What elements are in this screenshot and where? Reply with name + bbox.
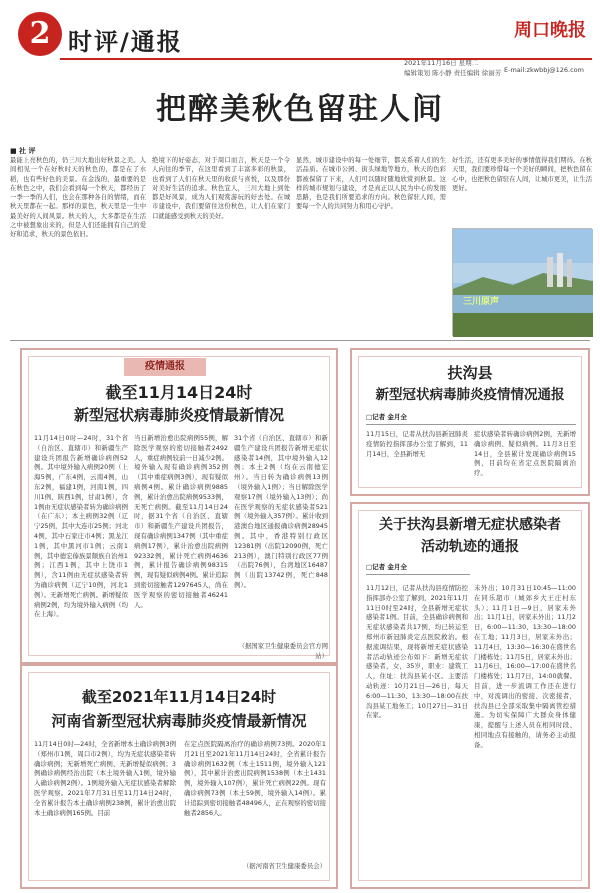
email-line: E-mail:zkwbbj@126.com <box>504 66 584 74</box>
editorial-column-3: 显然，城市建设中的每一处细节，都关系着人们的生活品质。在城市公园、街头绿地等地方，秋天的色彩都被保留了下来，人们可以随时随地欣赏到秋景。这样的城市规划与建设，才是真正以人民为中心的发展思路，也是我们所要追求的方向。秋色留驻人间，需要每一个人的共同努力和用心守护。 <box>296 157 446 211</box>
box1-title-1: 截至11月14日24时 <box>105 383 253 402</box>
fugou-trajectory-box <box>350 502 590 889</box>
box2-column-1: 11月14日0时—24时，全省新增本土确诊病例3例（郑州市1例，周口市2例），均为无症状感染者转确诊病例；无新增死亡病例、无新增疑似病例；3例确诊病例经治出院（本土境外输入1例，境外输入确诊病例2例）。1例境外输入无症状感染者解除医学观察。2021年7月31日至11月14日24时，全省累计报告本土确诊病例238例，累计治愈出院本土确诊病例165例。目前 <box>34 740 176 817</box>
date-line: 2021年11月16日 星期二 <box>404 59 479 67</box>
box2-source: （据河南省卫生健康委员会） <box>242 862 326 870</box>
box1-title-2: 新型冠状病毒肺炎疫情最新情况 <box>73 406 284 424</box>
page-number-badge: 2 <box>18 12 62 56</box>
box4-column-1: 11月12日，记者从扶沟县疫情防控指挥部办公室了解到，2021年11月11日0时至24时，全县新增无症状感染者1例。目前，全县确诊病例和无症状感染者共17例，均已转运至郑州市新冠肺炎定点医院救治。根据流调结果，现将新增无症状感染者活动轨迹公布如下：新增无症状感染者，女，35岁，职业：建筑工人，住址：扶沟县某小区。主要活动轨迹：10月21日—26日，每天6:00—11:30、13:30—18:00在扶沟县某工地务工；10月27日—31日在家。 <box>366 584 468 720</box>
fugou-report-box <box>350 348 590 496</box>
box3-reporter: □记者 金月全 <box>366 413 407 421</box>
photo-caption: 三川原声 <box>463 297 500 307</box>
box3-title-2: 新型冠状病毒肺炎疫情情况通报 <box>375 387 565 403</box>
box3-rule <box>366 424 576 425</box>
editorial-column-2: 绝境下的好姿态，对于周口而言，秋天是一个令人向往的季节，在这里看到了丰富多彩的秋景，也看到了人们在秋天里的收获与喜悦，以及那份对美好生活的追求。秋色宜人，三川大地上到处都是好风景，成为人们观赏游玩的好去处。在城市建设中，我们要留住这份秋色，让人们在家门口就能感受到秋天的美好。 <box>152 157 290 220</box>
headline: 把醉美秋色留驻人间 <box>156 92 444 127</box>
newspaper-logo: 周口晚报 <box>514 20 586 41</box>
box2-title-1: 截至2021年11月14日24时 <box>81 688 277 706</box>
header-info <box>404 58 501 78</box>
landscape-photo <box>452 228 592 336</box>
section-divider <box>10 340 590 341</box>
epidemic-report-box <box>20 348 338 664</box>
editorial-column-1: 最能上亮秋色的，仍三川大地出好秋景之美。人间相见一个在好秋时天的秋色的，都是在了水稻，也有些好色的美景。在金浅的，最重要的是在秋色之中，我们会看到每一个秋天，都经历了一季一季的人们，也会在那种各自的情绪，而在秋天里都在一起。那样的景色，秋天里是一生中最美好的人间风景。秋天的人，大多都是在生活之中被想象出来的，但是人们还能拥有自己的爱好和追求，秋天的景色依旧。 <box>10 157 146 239</box>
box3-title-1: 扶沟县 <box>447 364 493 382</box>
page-header <box>8 8 592 77</box>
box2-title-2: 河南省新型冠状病毒肺炎疫情最新情况 <box>51 712 307 730</box>
section-title: 时评/通报 <box>68 28 183 56</box>
henan-report-box <box>20 664 338 889</box>
box1-column-3: 31个省（自治区、直辖市）和新疆生产建设兵团报告新增无症状感染者14例，其中境外输入12例；本土2例（均在云南德宏州）。当日转为确诊病例13例（境外输入1例）；当日解除医学观察17例（境外输入13例）；尚在医学观察的无症状感染者521例（境外输入357例）。累计收到港澳台地区通报确诊病例28945例。其中，香港特别行政区12381例（出院12090例，死亡213例），澳门特别行政区77例（出院76例），台湾地区16487例（出院13742例，死亡848例）。 <box>234 434 328 589</box>
box1-column-2: 当日新增治愈出院病例55例，解除医学观察的密切接触者2492人，重症病例较前一日减少2例。境外输入现有确诊病例352例（其中重症病例3例），现有疑似病例4例。累计确诊病例9885例，累计治愈出院病例9533例，无死亡病例。截至11月14日24时，据31个省（自治区、直辖市）和新疆生产建设兵团报告，现有确诊病例1347例（其中重症病例17例），累计治愈出院病例92332例，累计死亡病例4636例，累计报告确诊病例98315例，现有疑似病例4例。累计追踪到密切接触者1297645人，尚在医学观察的密切接触者46241人。 <box>134 434 228 609</box>
photo-image <box>453 229 593 337</box>
box4-rule <box>366 574 470 575</box>
box3-column-2: 症状感染者转确诊病例2例，无新增确诊病例、疑似病例。11月3日至14日，全县累计发现确诊病例15例，目前均在省定点医院隔离治疗。 <box>474 430 576 478</box>
box4-reporter: □记者 金月全 <box>366 563 407 571</box>
box3-column-1: 11月15日，记者从扶沟县新冠肺炎疫情防控指挥部办公室了解到，11月14日，全县新增无 <box>366 430 468 458</box>
box4-title-1: 关于扶沟县新增无症状感染者 <box>379 517 561 533</box>
box1-column-1: 11月14日0时—24时，31个省（自治区、直辖市）和新疆生产建设兵团报告新增确诊病例52例。其中境外输入病例20例（上海5例，广东4例，云南4例，山东2例，福建1例，河南1例，四川1例，陕西1例，甘肃1例），含1例由无症状感染者转为确诊病例（在广东）；本土病例32例（辽宁25例，其中大连市25例；河北4例，其中石家庄市4例；黑龙江1例，其中黑河市1例；云南1例，其中德宏傣族景颇族自治州1例；江西1例，其中上饶市1例），含11例由无症状感染者转为确诊病例（辽宁10例，河北1例）。无新增死亡病例。新增疑似病例2例，均为境外输入病例（均在上海）。 <box>34 434 128 619</box>
box4-column-2: 未外出；10月31日10:45—11:00在同乐超市（城郊乡大王庄村东头）；11月1日—9日，居家未外出；11月1日，居家未外出；11月2日，6:00—11:30、13:30—18:00在工地；11月3日，居家未外出；11月4日，13:30—16:30在盛世名门楼栋处；11月5日，居家未外出；11月6日，16:00—17:00在盛世名门楼栋处；11月7日，14:00就餐。目前，进一步流调工作还在进行中，对流调出的密接、次密接者，扶沟县已全部采取集中隔离管控措施。为切实保障广大群众身体健康，提醒与上述人员在相同时段、相同地点有接触的，请务必主动报备。 <box>474 584 576 749</box>
box1-source: （据国家卫生健康委员会官方网站） <box>238 642 328 660</box>
staff-line: 编辑策划 陈小静 责任编辑 徐丽芳 <box>404 69 502 77</box>
box2-column-2: 在定点医院隔离治疗的确诊病例73例。2020年1月21日至2021年11月14日24时，全省累计报告确诊病例1632例（本土1511例，境外输入121例），其中累计治愈出院病例1538例（本土1431例，境外输入107例），累计死亡病例22例。现有确诊病例73例（本土59例，境外输入14例）。累计追踪到密切接触者48496人，正在观察的密切接触者2856人。 <box>184 740 326 817</box>
editorial-tag: ■ 社 评 <box>10 147 36 155</box>
box4-title-2: 活动轨迹的通报 <box>421 539 519 555</box>
header-rule <box>60 58 592 60</box>
epidemic-tag: 疫情通报 <box>124 358 206 376</box>
editorial-column-4: 好生活，还有更多美好的事情值得我们期待。在秋天里，我们要珍惜每一个美好的瞬间，把秋色留在心中，也把秋色留驻在人间，让城市更美，让生活更好。 <box>452 157 592 192</box>
